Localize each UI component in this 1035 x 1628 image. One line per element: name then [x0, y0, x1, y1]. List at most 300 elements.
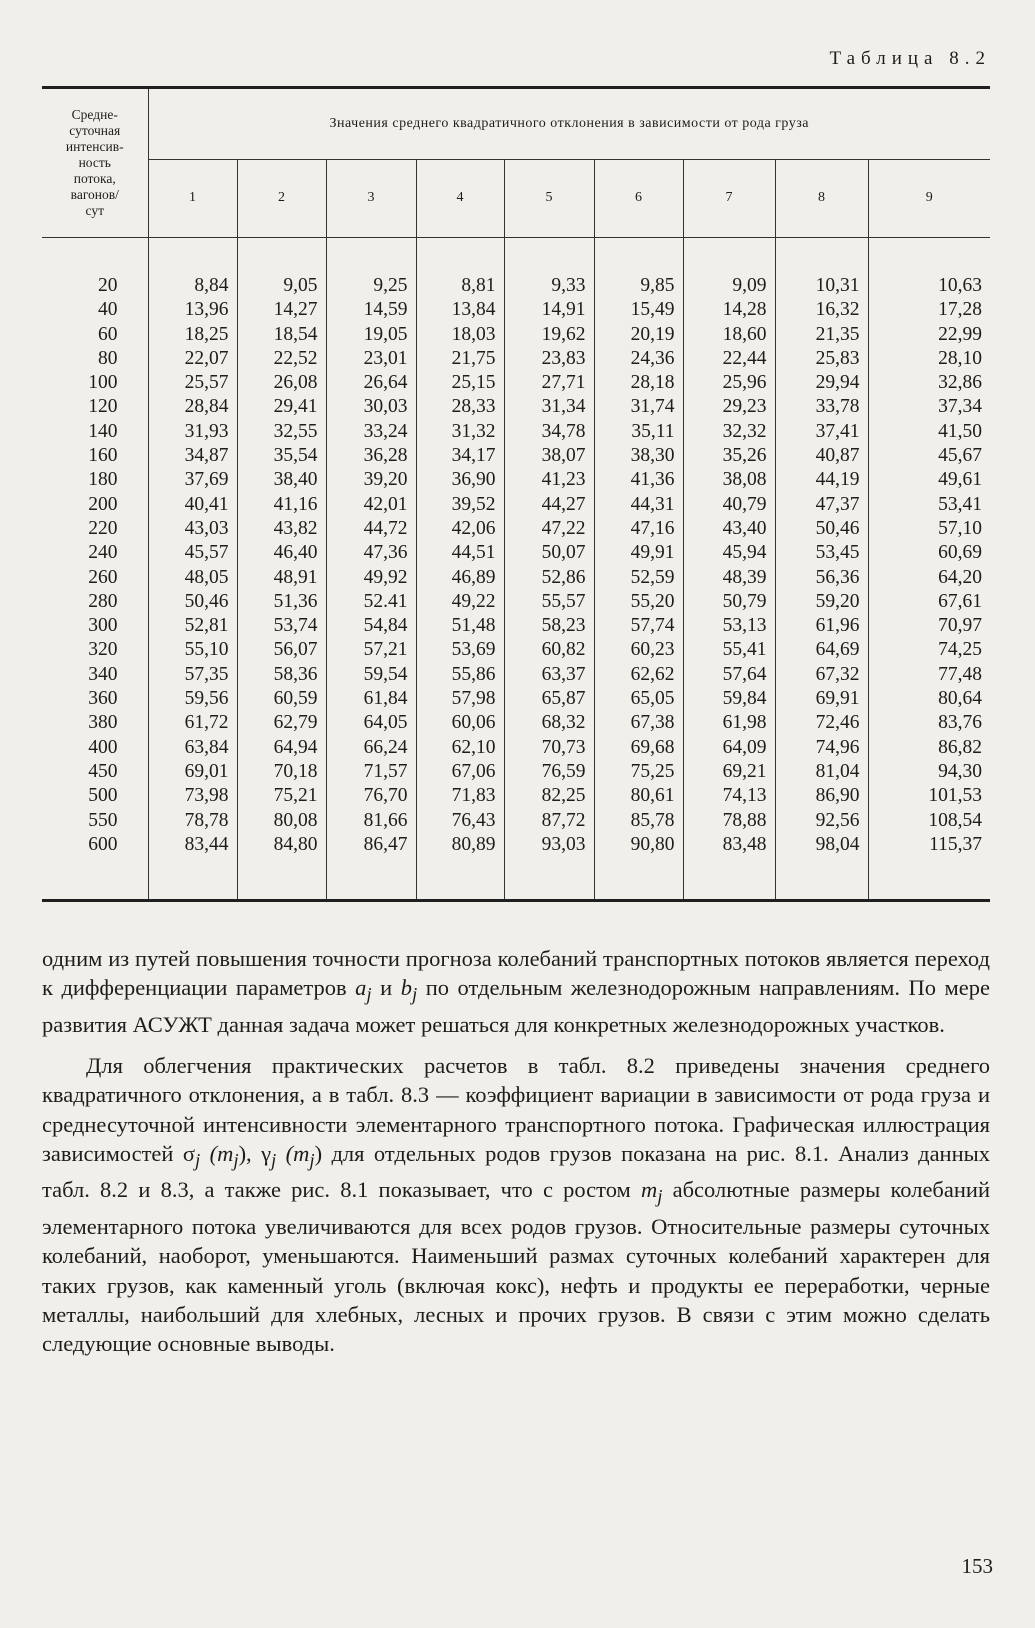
- value-cell: 28,33: [416, 395, 504, 419]
- value-cell: 38,07: [504, 444, 594, 468]
- table-row: [42, 711, 990, 735]
- table-row: [42, 809, 990, 833]
- value-cell: 9,85: [594, 274, 683, 298]
- value-cell: 25,83: [775, 347, 868, 371]
- value-cell: 69,21: [683, 760, 775, 784]
- math-subscript: j: [411, 984, 418, 1006]
- value-cell: 36,28: [326, 444, 416, 468]
- stub-header-line: вагонов/: [70, 186, 119, 202]
- value-cell: 19,62: [504, 323, 594, 347]
- value-cell: 115,37: [929, 833, 983, 855]
- value-cell: 71,83: [416, 784, 504, 808]
- value-cell: 51,36: [237, 590, 326, 614]
- table-row: [42, 468, 990, 492]
- value-cell: 65,05: [594, 687, 683, 711]
- value-cell: 83,44: [148, 833, 237, 857]
- table-row: [42, 323, 990, 347]
- value-cell: 83,76: [938, 712, 983, 734]
- stub-header-line: суточная: [69, 123, 121, 139]
- value-cell: 64,05: [326, 711, 416, 735]
- stub-header-line: интенсив-: [65, 139, 124, 155]
- value-cell: 53,41: [938, 493, 983, 515]
- value-cell: 43,82: [237, 517, 326, 541]
- value-cell: 78,88: [683, 809, 775, 833]
- value-cell: 10,31: [775, 274, 868, 298]
- value-cell: 68,32: [504, 711, 594, 735]
- load-cell: 550: [42, 809, 148, 833]
- column-number-header: 1: [148, 160, 237, 238]
- value-cell: 34,87: [148, 444, 237, 468]
- table-row: [42, 687, 990, 711]
- stub-header-line: сут: [85, 202, 104, 218]
- value-cell: 60,23: [594, 638, 683, 662]
- table-row: [42, 395, 990, 419]
- math-subscript: j: [271, 1150, 277, 1172]
- value-cell: 66,24: [326, 736, 416, 760]
- table-row: [42, 371, 990, 395]
- value-cell: 41,50: [938, 420, 983, 442]
- value-cell: 90,80: [594, 833, 683, 857]
- value-cell: 40,87: [775, 444, 868, 468]
- math-var: (m: [276, 1140, 310, 1166]
- spacer-cell: [237, 238, 326, 275]
- value-cell: 61,84: [326, 687, 416, 711]
- value-cell: 37,34: [938, 396, 983, 418]
- value-cell: 50,46: [148, 590, 237, 614]
- value-cell: 53,13: [683, 614, 775, 638]
- value-cell: 56,36: [775, 566, 868, 590]
- value-cell: 98,04: [775, 833, 868, 857]
- stub-header-line: ность: [78, 155, 111, 171]
- value-cell: 55,86: [416, 663, 504, 687]
- math-var: m: [640, 1177, 658, 1203]
- spacer-cell: [326, 857, 416, 901]
- value-cell: 22,99: [938, 323, 983, 345]
- value-cell: 46,40: [237, 541, 326, 565]
- column-number-header: 3: [326, 160, 416, 238]
- value-cell: 60,82: [504, 638, 594, 662]
- value-cell: 14,59: [326, 298, 416, 322]
- value-cell: 21,35: [775, 323, 868, 347]
- math-var: b: [400, 975, 412, 1001]
- math-subscript: j: [194, 1150, 201, 1172]
- spacer-cell: [594, 238, 683, 275]
- value-cell: 50,79: [683, 590, 775, 614]
- value-cell: 49,92: [326, 566, 416, 590]
- value-cell: 18,54: [237, 323, 326, 347]
- value-cell: 56,07: [237, 638, 326, 662]
- value-cell: 80,89: [416, 833, 504, 857]
- value-cell: 65,87: [504, 687, 594, 711]
- spacer-cell: [594, 857, 683, 901]
- column-number-header: 9: [868, 160, 990, 238]
- value-cell: 8,84: [148, 274, 237, 298]
- load-cell: 500: [42, 784, 148, 808]
- table-row: [42, 590, 990, 614]
- spacer-cell: [326, 238, 416, 275]
- value-cell: 80,64: [938, 688, 983, 710]
- value-cell: 67,32: [775, 663, 868, 687]
- value-cell: 87,72: [504, 809, 594, 833]
- value-cell: 28,10: [938, 347, 983, 369]
- value-cell: 92,56: [775, 809, 868, 833]
- value-cell: 84,80: [237, 833, 326, 857]
- value-cell: 62,62: [594, 663, 683, 687]
- spacer-cell: [42, 857, 148, 901]
- value-cell: 60,59: [237, 687, 326, 711]
- value-cell: 48,39: [683, 566, 775, 590]
- value-cell: 61,72: [148, 711, 237, 735]
- load-cell: 260: [42, 566, 148, 590]
- math-var: (m: [200, 1140, 234, 1166]
- value-cell: 9,09: [683, 274, 775, 298]
- spacer-cell: [42, 238, 148, 275]
- value-cell: 86,47: [326, 833, 416, 857]
- value-cell: 20,19: [594, 323, 683, 347]
- column-number-header: 4: [416, 160, 504, 238]
- value-cell: 52.41: [326, 590, 416, 614]
- value-cell: 25,15: [416, 371, 504, 395]
- value-cell: 85,78: [594, 809, 683, 833]
- value-cell: 86,90: [775, 784, 868, 808]
- load-cell: 240: [42, 541, 148, 565]
- spacer-cell: [416, 238, 504, 275]
- load-cell: 380: [42, 711, 148, 735]
- value-cell: 38,30: [594, 444, 683, 468]
- value-cell: 44,19: [775, 468, 868, 492]
- value-cell: 52,81: [148, 614, 237, 638]
- value-cell: 57,21: [326, 638, 416, 662]
- value-cell: 14,28: [683, 298, 775, 322]
- value-cell: 29,94: [775, 371, 868, 395]
- value-cell: 17,28: [938, 299, 983, 321]
- value-cell: 37,41: [775, 420, 868, 444]
- value-cell: 57,10: [938, 517, 983, 539]
- table-row: [42, 784, 990, 808]
- load-cell: 600: [42, 833, 148, 857]
- paragraph: [42, 1051, 990, 1358]
- value-cell: 31,74: [594, 395, 683, 419]
- text-run: Для облегчения практических расчетов в табл. 8.2 приведены значения среднего квадратичного отклонения, а в табл. 8.3 — коэффициент вариации в зависимости от рода груза и среднесуточной интенсивности элементарного транспортного потока. Графическая иллюстрация зависимостей σ: [42, 1053, 990, 1166]
- value-cell: 16,32: [775, 298, 868, 322]
- value-cell: 86,82: [938, 736, 983, 758]
- table-row: [42, 663, 990, 687]
- value-cell: 55,57: [504, 590, 594, 614]
- value-cell: 61,96: [775, 614, 868, 638]
- value-cell: 48,05: [148, 566, 237, 590]
- value-cell: 75,21: [237, 784, 326, 808]
- value-cell: 74,96: [775, 736, 868, 760]
- value-cell: 35,26: [683, 444, 775, 468]
- value-cell: 59,20: [775, 590, 868, 614]
- value-cell: 61,98: [683, 711, 775, 735]
- value-cell: 67,06: [416, 760, 504, 784]
- value-cell: 15,49: [594, 298, 683, 322]
- table-row: [42, 614, 990, 638]
- value-cell: 54,84: [326, 614, 416, 638]
- value-cell: 51,48: [416, 614, 504, 638]
- value-cell: 57,98: [416, 687, 504, 711]
- value-cell: 14,91: [504, 298, 594, 322]
- value-cell: 41,16: [237, 493, 326, 517]
- value-cell: 71,57: [326, 760, 416, 784]
- spacer-row: [42, 238, 990, 275]
- math-subscript: j: [233, 1150, 239, 1172]
- value-cell: 43,40: [683, 517, 775, 541]
- value-cell: 72,46: [775, 711, 868, 735]
- value-cell: 62,79: [237, 711, 326, 735]
- value-cell: 32,55: [237, 420, 326, 444]
- value-cell: 59,84: [683, 687, 775, 711]
- value-cell: 35,11: [594, 420, 683, 444]
- stub-header-line: потока,: [73, 170, 116, 186]
- value-cell: 37,69: [148, 468, 237, 492]
- value-cell: 38,40: [237, 468, 326, 492]
- load-cell: 300: [42, 614, 148, 638]
- value-cell: 26,64: [326, 371, 416, 395]
- load-cell: 340: [42, 663, 148, 687]
- value-cell: 13,96: [148, 298, 237, 322]
- value-cell: 78,78: [148, 809, 237, 833]
- value-cell: 74,13: [683, 784, 775, 808]
- value-cell: 57,74: [594, 614, 683, 638]
- table-row: [42, 638, 990, 662]
- value-cell: 32,32: [683, 420, 775, 444]
- value-cell: 42,01: [326, 493, 416, 517]
- spacer-cell: [868, 857, 990, 901]
- page-number: 153: [961, 1554, 993, 1578]
- value-cell: 57,64: [683, 663, 775, 687]
- load-cell: 220: [42, 517, 148, 541]
- value-cell: 63,84: [148, 736, 237, 760]
- load-cell: 180: [42, 468, 148, 492]
- value-cell: 44,72: [326, 517, 416, 541]
- value-cell: 108,54: [928, 809, 983, 831]
- value-cell: 75,25: [594, 760, 683, 784]
- value-cell: 55,41: [683, 638, 775, 662]
- value-cell: 9,33: [504, 274, 594, 298]
- value-cell: 25,96: [683, 371, 775, 395]
- value-cell: 77,48: [938, 663, 983, 685]
- value-cell: 64,94: [237, 736, 326, 760]
- load-cell: 280: [42, 590, 148, 614]
- stub-header: [42, 88, 148, 238]
- value-cell: 49,22: [416, 590, 504, 614]
- value-cell: 34,78: [504, 420, 594, 444]
- table-8-2: [42, 86, 990, 902]
- value-cell: 49,91: [594, 541, 683, 565]
- value-cell: 63,37: [504, 663, 594, 687]
- value-cell: 73,98: [148, 784, 237, 808]
- load-cell: 80: [42, 347, 148, 371]
- value-cell: 47,36: [326, 541, 416, 565]
- value-cell: 41,23: [504, 468, 594, 492]
- load-cell: 20: [42, 274, 148, 298]
- value-cell: 36,90: [416, 468, 504, 492]
- load-cell: 360: [42, 687, 148, 711]
- value-cell: 80,61: [594, 784, 683, 808]
- value-cell: 19,05: [326, 323, 416, 347]
- value-cell: 45,57: [148, 541, 237, 565]
- stub-header-line: Средне-: [71, 107, 118, 123]
- table-row: [42, 833, 990, 857]
- value-cell: 8,81: [416, 274, 504, 298]
- value-cell: 93,03: [504, 833, 594, 857]
- value-cell: 38,08: [683, 468, 775, 492]
- load-cell: 450: [42, 760, 148, 784]
- paragraph: [42, 944, 990, 1039]
- value-cell: 52,86: [504, 566, 594, 590]
- value-cell: 33,24: [326, 420, 416, 444]
- value-cell: 69,68: [594, 736, 683, 760]
- math-var: a: [355, 975, 367, 1001]
- load-cell: 100: [42, 371, 148, 395]
- value-cell: 67,61: [938, 590, 983, 612]
- value-cell: 76,59: [504, 760, 594, 784]
- text-run: абсолютные размеры колебаний элементарного потока увеличиваются для всех родов грузов. Относительные размеры суточных колебаний, наоборот, уменьшаются. Наименьший размах суточных колебаний характерен для таких грузов, как каменный уголь (включая кокс), нефть и продукты ее переработки, черные металлы, наибольший для хлебных, лесных и прочих грузов. В связи с этим можно сделать следующие основные выводы.: [42, 1177, 990, 1356]
- spacer-cell: [683, 857, 775, 901]
- text-run: одним из путей повышения точности прогноза колебаний транспортных потоков является переход к дифференциации параметров: [42, 946, 990, 1001]
- value-cell: 53,69: [416, 638, 504, 662]
- value-cell: 32,86: [938, 372, 983, 394]
- spacer-cell: [683, 238, 775, 275]
- value-cell: 64,20: [938, 566, 983, 588]
- table-row: [42, 274, 990, 298]
- table-row: [42, 347, 990, 371]
- column-number-header: 8: [775, 160, 868, 238]
- spacer-cell: [237, 857, 326, 901]
- load-cell: 140: [42, 420, 148, 444]
- value-cell: 27,71: [504, 371, 594, 395]
- value-cell: 33,78: [775, 395, 868, 419]
- value-cell: 69,91: [775, 687, 868, 711]
- value-cell: 50,46: [775, 517, 868, 541]
- spacer-cell: [775, 857, 868, 901]
- value-cell: 18,25: [148, 323, 237, 347]
- load-cell: 200: [42, 493, 148, 517]
- value-cell: 64,09: [683, 736, 775, 760]
- value-cell: 55,10: [148, 638, 237, 662]
- value-cell: 9,25: [326, 274, 416, 298]
- value-cell: 21,75: [416, 347, 504, 371]
- value-cell: 53,45: [775, 541, 868, 565]
- text-run: и: [371, 975, 401, 1001]
- value-cell: 22,52: [237, 347, 326, 371]
- spacer-cell: [148, 857, 237, 901]
- text-run: ), γ: [238, 1140, 272, 1166]
- table-row: [42, 420, 990, 444]
- column-number-header: 6: [594, 160, 683, 238]
- load-cell: 320: [42, 638, 148, 662]
- value-cell: 40,79: [683, 493, 775, 517]
- text-run: по отдельным железнодорожным направлениям. По мере развития АСУЖТ данная задача может решаться для конкретных железнодорожных участков.: [42, 975, 991, 1037]
- value-cell: 64,69: [775, 638, 868, 662]
- value-cell: 70,18: [237, 760, 326, 784]
- spanning-column-header: Значения среднего квадратичного отклонения в зависимости от рода груза: [148, 88, 990, 160]
- data-table: [42, 86, 990, 902]
- value-cell: 24,36: [594, 347, 683, 371]
- value-cell: 60,69: [938, 542, 983, 564]
- value-cell: 70,97: [938, 615, 983, 637]
- value-cell: 94,30: [938, 760, 983, 782]
- spacer-cell: [504, 238, 594, 275]
- value-cell: 50,07: [504, 541, 594, 565]
- value-cell: 45,67: [938, 445, 983, 467]
- value-cell: 45,94: [683, 541, 775, 565]
- spacer-cell: [416, 857, 504, 901]
- value-cell: 101,53: [928, 785, 983, 807]
- table-body: [42, 238, 990, 901]
- value-cell: 58,23: [504, 614, 594, 638]
- column-number-header: 5: [504, 160, 594, 238]
- value-cell: 49,61: [938, 469, 983, 491]
- value-cell: 30,03: [326, 395, 416, 419]
- math-subscript: j: [657, 1186, 663, 1208]
- value-cell: 80,08: [237, 809, 326, 833]
- value-cell: 47,37: [775, 493, 868, 517]
- value-cell: 59,54: [326, 663, 416, 687]
- value-cell: 18,03: [416, 323, 504, 347]
- value-cell: 76,70: [326, 784, 416, 808]
- table-row: [42, 736, 990, 760]
- value-cell: 55,20: [594, 590, 683, 614]
- value-cell: 69,01: [148, 760, 237, 784]
- value-cell: 42,06: [416, 517, 504, 541]
- value-cell: 67,38: [594, 711, 683, 735]
- value-cell: 28,84: [148, 395, 237, 419]
- value-cell: 39,52: [416, 493, 504, 517]
- value-cell: 23,83: [504, 347, 594, 371]
- table-row: [42, 493, 990, 517]
- table-row: [42, 517, 990, 541]
- table-row: [42, 541, 990, 565]
- value-cell: 25,57: [148, 371, 237, 395]
- table-row: [42, 760, 990, 784]
- value-cell: 26,08: [237, 371, 326, 395]
- value-cell: 31,32: [416, 420, 504, 444]
- value-cell: 62,10: [416, 736, 504, 760]
- value-cell: 40,41: [148, 493, 237, 517]
- value-cell: 9,05: [237, 274, 326, 298]
- value-cell: 48,91: [237, 566, 326, 590]
- value-cell: 29,41: [237, 395, 326, 419]
- value-cell: 74,25: [938, 639, 983, 661]
- value-cell: 81,04: [775, 760, 868, 784]
- load-cell: 60: [42, 323, 148, 347]
- value-cell: 59,56: [148, 687, 237, 711]
- spacer-cell: [504, 857, 594, 901]
- value-cell: 43,03: [148, 517, 237, 541]
- value-cell: 31,93: [148, 420, 237, 444]
- load-cell: 160: [42, 444, 148, 468]
- load-cell: 40: [42, 298, 148, 322]
- value-cell: 44,51: [416, 541, 504, 565]
- value-cell: 46,89: [416, 566, 504, 590]
- math-subscript: j: [309, 1150, 315, 1172]
- load-cell: 120: [42, 395, 148, 419]
- value-cell: 31,34: [504, 395, 594, 419]
- spacer-row: [42, 857, 990, 901]
- value-cell: 28,18: [594, 371, 683, 395]
- table-row: [42, 566, 990, 590]
- value-cell: 39,20: [326, 468, 416, 492]
- value-cell: 35,54: [237, 444, 326, 468]
- table-row: [42, 298, 990, 322]
- value-cell: 52,59: [594, 566, 683, 590]
- value-cell: 34,17: [416, 444, 504, 468]
- column-number-header: 2: [237, 160, 326, 238]
- value-cell: 57,35: [148, 663, 237, 687]
